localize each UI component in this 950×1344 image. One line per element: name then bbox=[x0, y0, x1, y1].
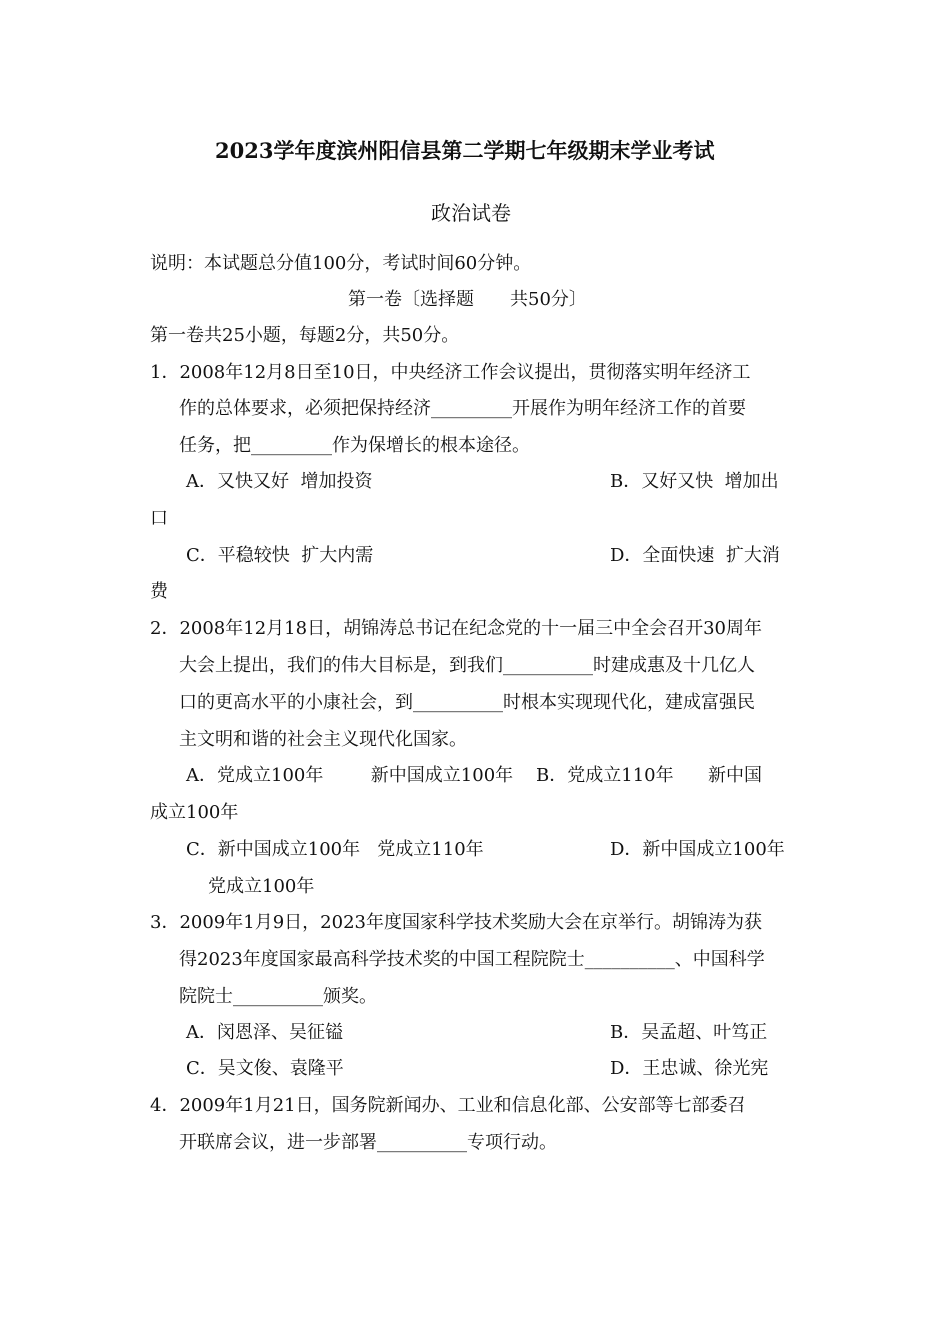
question-2-option-d: D．新中国成立100年 bbox=[610, 839, 785, 860]
question-2-line-2: 大会上提出，我们的伟大目标是，到我们__________时建成惠及十几亿人 bbox=[179, 655, 755, 676]
question-4-line-1: 4．2009年1月21日，国务院新闻办、工业和信息化部、公安部等七部委召 bbox=[150, 1095, 746, 1116]
section-note: 第一卷共25小题，每题2分，共50分。 bbox=[150, 325, 460, 346]
question-3-line-2: 得2023年度国家最高科学技术奖的中国工程院院士__________、中国科学 bbox=[179, 949, 765, 970]
question-3-option-d: D．王忠诚、徐光宪 bbox=[610, 1058, 769, 1079]
question-1-option-b: B．又好又快 增加出 bbox=[610, 471, 779, 492]
exam-subtitle: 政治试卷 bbox=[431, 201, 511, 225]
question-2-option-a-b: A．党成立100年 新中国成立100年 B．党成立110年 新中国 bbox=[186, 765, 762, 786]
question-1-line-2: 作的总体要求，必须把保持经济_________开展作为明年经济工作的首要 bbox=[179, 398, 746, 419]
question-2-line-1: 2．2008年12月18日，胡锦涛总书记在纪念党的十一届三中全会召开30周年 bbox=[150, 618, 762, 639]
question-1-option-c: C．平稳较快 扩大内需 bbox=[186, 545, 374, 566]
question-1-line-1: 1．2008年12月8日至10日，中央经济工作会议提出，贯彻落实明年经济工 bbox=[150, 362, 751, 383]
question-3-line-3: 院院士__________颁奖。 bbox=[179, 986, 377, 1007]
question-3-line-1: 3．2009年1月9日，2023年度国家科学技术奖励大会在京举行。胡锦涛为获 bbox=[150, 912, 762, 933]
question-2-option-b-wrap: 成立100年 bbox=[150, 802, 239, 823]
question-1-line-3: 任务，把_________作为保增长的根本途径。 bbox=[179, 435, 530, 456]
question-2-line-3: 口的更高水平的小康社会，到__________时根本实现现代化，建成富强民 bbox=[179, 692, 755, 713]
question-2-option-c: C．新中国成立100年 党成立110年 bbox=[186, 839, 484, 860]
question-4-line-2: 开联席会议，进一步部署__________专项行动。 bbox=[179, 1132, 557, 1153]
question-2-option-d-wrap: 党成立100年 bbox=[208, 876, 315, 897]
exam-note: 说明：本试题总分值100分，考试时间60分钟。 bbox=[150, 253, 532, 274]
question-3-option-c: C．吴文俊、袁隆平 bbox=[186, 1058, 344, 1079]
section-heading: 第一卷〔选择题 共50分〕 bbox=[348, 289, 587, 310]
question-1-option-d-wrap: 费 bbox=[150, 581, 168, 602]
exam-title: 2023学年度滨州阳信县第二学期七年级期末学业考试 bbox=[215, 138, 715, 163]
question-3-option-b: B．吴孟超、叶笃正 bbox=[610, 1022, 768, 1043]
question-1-option-a: A．又快又好 增加投资 bbox=[186, 471, 373, 492]
question-3-option-a: A．闵恩泽、吴征镒 bbox=[186, 1022, 343, 1043]
question-1-option-d: D．全面快速 扩大消 bbox=[610, 545, 780, 566]
question-1-option-b-wrap: 口 bbox=[150, 508, 168, 529]
question-2-line-4: 主文明和谐的社会主义现代化国家。 bbox=[179, 729, 467, 750]
